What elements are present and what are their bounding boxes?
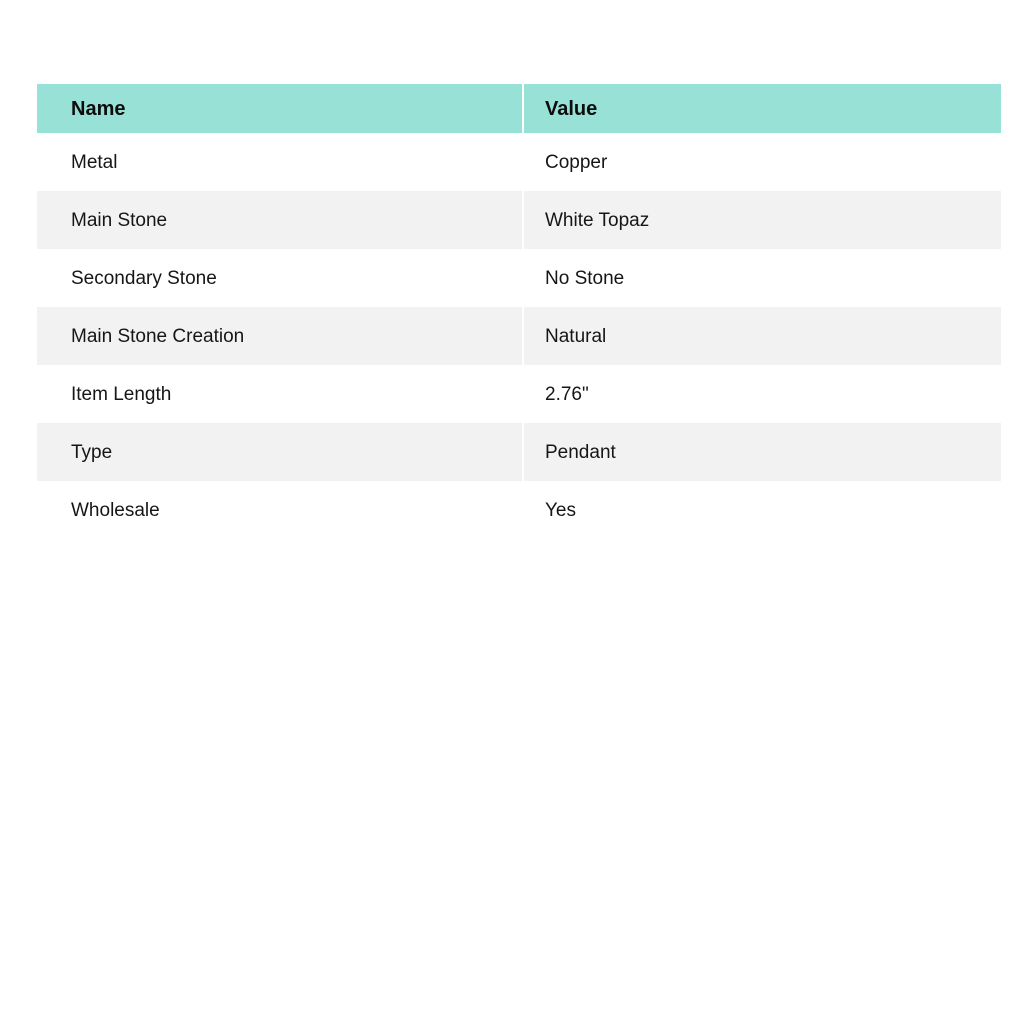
- cell-name: Item Length: [37, 365, 524, 423]
- table-row: [37, 423, 1001, 481]
- table-row: [37, 307, 1001, 365]
- table-row: [37, 481, 1001, 539]
- cell-value: Yes: [545, 499, 576, 521]
- header-cell-name: Name: [37, 84, 524, 133]
- table-row: [37, 191, 1001, 249]
- cell-value: 2.76": [545, 383, 589, 405]
- cell-name: Main Stone: [37, 191, 524, 249]
- cell-name: Secondary Stone: [37, 249, 524, 307]
- cell-value: No Stone: [545, 267, 625, 289]
- cell-name: Type: [37, 423, 524, 481]
- cell-value: Pendant: [545, 441, 616, 463]
- table-row: [37, 365, 1001, 423]
- product-spec-table: [37, 84, 1001, 539]
- cell-value: Natural: [545, 325, 607, 347]
- cell-name: Wholesale: [37, 481, 524, 539]
- cell-name: Main Stone Creation: [37, 307, 524, 365]
- header-cell-value: Value: [545, 97, 598, 120]
- cell-value: Copper: [545, 151, 608, 173]
- table-header-row: [37, 84, 1001, 133]
- cell-name: Metal: [37, 133, 524, 191]
- cell-value: White Topaz: [545, 209, 650, 231]
- table-row: [37, 249, 1001, 307]
- table-row: [37, 133, 1001, 191]
